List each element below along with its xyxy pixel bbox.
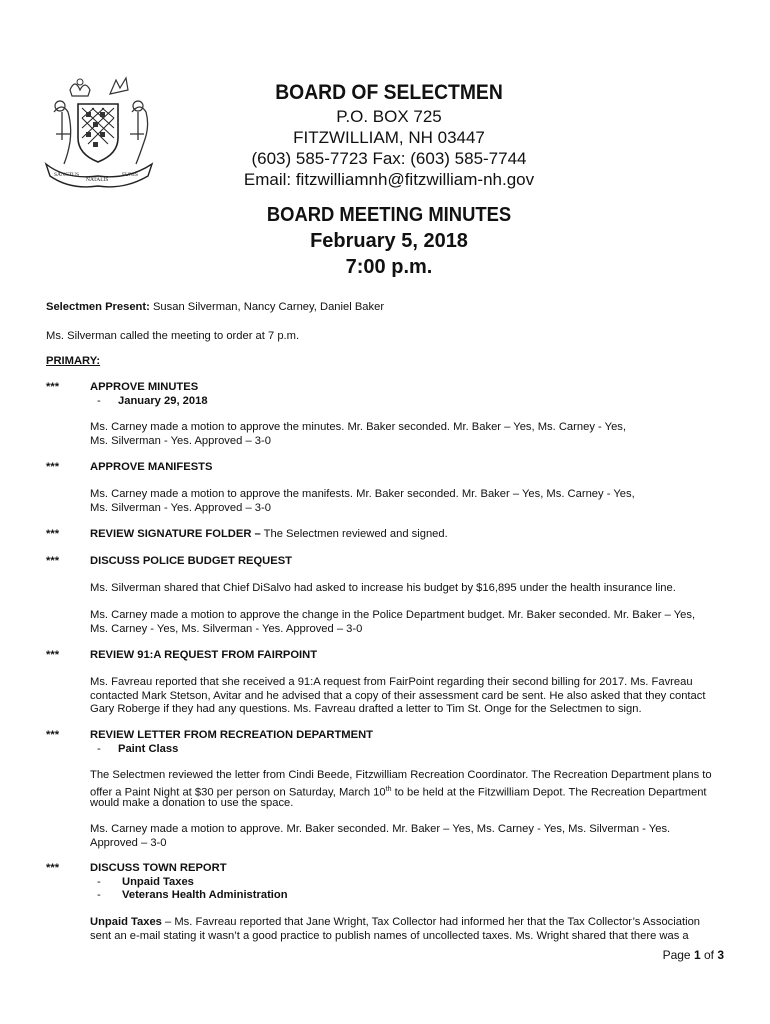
svg-text:FUNIS: FUNIS [122,172,138,178]
recreation-text-3: would make a donation to use the space. [90,797,294,809]
town-report-title: DISCUSS TOWN REPORT [90,862,227,874]
town-report-sub-2: Veterans Health Administration [122,889,288,901]
page-number: Page 1 of 3 [662,948,724,962]
po-box: P.O. BOX 725 [336,107,442,126]
call-to-order: Ms. Silverman called the meeting to order at 7 p.m. [46,330,300,342]
item-marker: *** [46,381,60,393]
approve-manifests-text-2: Ms. Silverman - Yes. Approved – 3-0 [90,502,271,514]
svg-text:NATALIS: NATALIS [86,177,109,183]
meeting-title: BOARD MEETING MINUTES [266,204,512,226]
item-marker: *** [46,528,60,540]
recreation-sub: Paint Class [118,743,179,755]
town-seal-icon [40,72,158,192]
section-primary: PRIMARY: [46,355,101,367]
fairpoint-text-1: Ms. Favreau reported that she received a 91:A request from FairPoint regarding their second billing for 2017. Ms. Favreau [90,676,693,688]
meeting-date: February 5, 2018 [310,230,468,252]
approve-minutes-text-1: Ms. Carney made a motion to approve the minutes. Mr. Baker seconded. Mr. Baker – Yes, Ms. Carney - Yes, [90,421,627,433]
police-text-2: Ms. Carney made a motion to approve the change in the Police Department budget. Mr. Baker seconded. Mr. Baker – Yes, [90,609,696,621]
fairpoint-text-3: Gary Roberge if they had any questions. Ms. Favreau drafted a letter to Tim St. Onge for the Selectmen to sign. [90,703,642,715]
fairpoint-title: REVIEW 91:A REQUEST FROM FAIRPOINT [90,649,318,661]
item-marker: *** [46,729,60,741]
present-line: Selectmen Present: Susan Silverman, Nancy Carney, Daniel Baker [46,301,385,313]
recreation-text-4: Ms. Carney made a motion to approve. Mr. Baker seconded. Mr. Baker – Yes, Ms. Carney - Yes, Ms. Silverman - Yes. [90,823,671,835]
dash-bullet: - [97,395,101,407]
board-title: BOARD OF SELECTMEN [275,81,503,104]
email-line: Email: fitzwilliamnh@fitzwilliam-nh.gov [243,170,535,189]
approve-minutes-sub: January 29, 2018 [118,395,208,407]
town-report-text-1: Unpaid Taxes – Ms. Favreau reported that Jane Wright, Tax Collector had informed her that the Tax Collector’s Association [90,916,701,928]
item-marker: *** [46,649,60,661]
letterhead [200,80,578,190]
svg-text:SANCTUS: SANCTUS [54,172,80,178]
town-report-text-2: sent an e-mail stating it wasn’t a good practice to publish names of uncollected taxes. Ms. Wright shared that there was a [90,930,689,942]
police-title: DISCUSS POLICE BUDGET REQUEST [90,555,293,567]
item-marker: *** [46,461,60,473]
dash-bullet: - [97,743,101,755]
recreation-text-5: Approved – 3-0 [90,837,167,849]
approve-manifests-text-1: Ms. Carney made a motion to approve the manifests. Mr. Baker seconded. Mr. Baker – Yes, Ms. Carney - Yes, [90,488,635,500]
item-marker: *** [46,555,60,567]
recreation-title: REVIEW LETTER FROM RECREATION DEPARTMENT [90,729,373,741]
dash-bullet: - [97,889,101,901]
meeting-heading [200,202,578,280]
city-line: FITZWILLIAM, NH 03447 [293,128,485,147]
phone-line: (603) 585-7723 Fax: (603) 585-7744 [251,149,527,168]
approve-minutes-title: APPROVE MINUTES [90,381,199,393]
approve-minutes-text-2: Ms. Silverman - Yes. Approved – 3-0 [90,435,271,447]
recreation-text-2: offer a Paint Night at $30 per person on Saturday, March 10th to be held at the Fitzwilliam Depot. The Recreation Department [90,786,707,799]
signature-line: REVIEW SIGNATURE FOLDER – The Selectmen reviewed and signed. [90,528,448,540]
approve-manifests-title: APPROVE MANIFESTS [90,461,213,473]
recreation-text-1: The Selectmen reviewed the letter from Cindi Beede, Fitzwilliam Recreation Coordinator. The Recreation Department plans to [90,769,712,781]
meeting-time: 7:00 p.m. [345,256,433,278]
police-text-3: Ms. Carney - Yes, Ms. Silverman - Yes. Approved – 3-0 [90,623,363,635]
police-text-1: Ms. Silverman shared that Chief DiSalvo had asked to increase his budget by $16,895 under the health insurance line. [90,582,676,594]
item-marker: *** [46,862,60,874]
town-report-sub-1: Unpaid Taxes [122,876,194,888]
fairpoint-text-2: contacted Mark Stetson, Avitar and he advised that a copy of their assessment card be sent. He also asked that they contact [90,690,706,702]
dash-bullet: - [97,876,101,888]
